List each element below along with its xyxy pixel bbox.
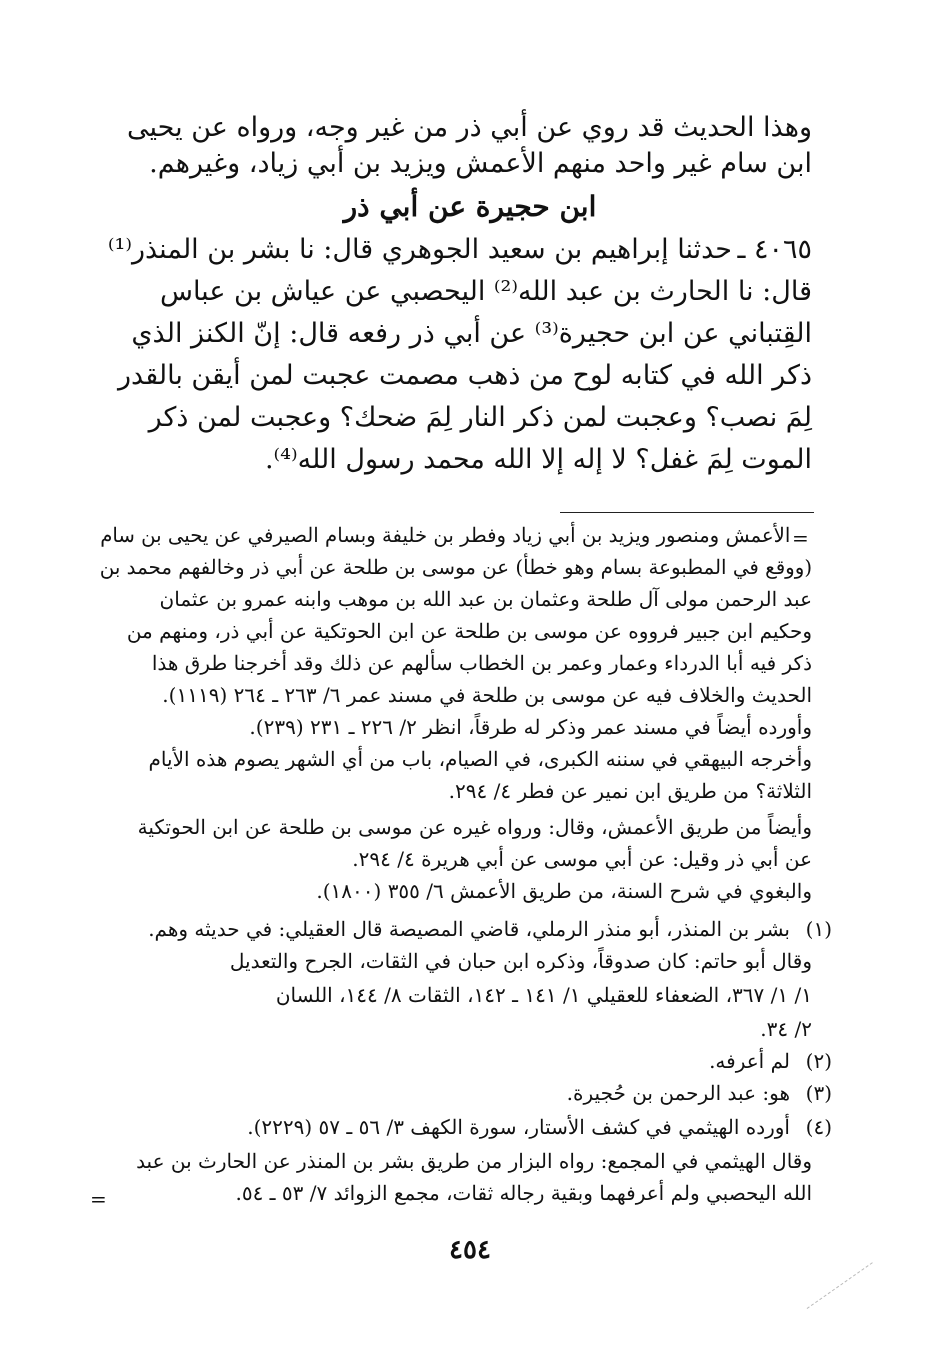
- hadith-line-3: القِتباني عن ابن حجيرة⁽³⁾ عن أبي ذر رفعه قال: إنّ الكنز الذي: [131, 318, 812, 349]
- continuation-mark: =: [792, 526, 809, 550]
- footnote-number-1: (١): [805, 917, 832, 941]
- hadith-line-2: قال: نا الحارث بن عبد الله⁽²⁾ اليحصبي عن عياش بن عباس: [160, 276, 812, 307]
- footnote-separator: [560, 512, 814, 513]
- footnote-continuation-line-2: (ووقع في المطبوعة بسام وهو خطأ) عن موسى بن طلحة عن أبي ذر وخالفهم محمد بن: [99, 555, 812, 579]
- main-text-line-2: ابن سام غير واحد منهم الأعمش ويزيد بن أبي زياد، وغيرهم.: [149, 148, 812, 179]
- footnote-continuation-line-1: الأعمش ومنصور ويزيد بن أبي زياد وفطر بن خليفة وبسام الصيرفي عن يحيى بن سام: [99, 523, 790, 547]
- footnote-1-line-4: ٢/ ٣٤.: [760, 1017, 812, 1041]
- footnote-continuation-line-9: الثلاثة؟ من طريق ابن نمير عن فطر ٤/ ٢٩٤.: [448, 779, 812, 803]
- footnote-1-line-1: بشر بن المنذر، أبو منذر الرملي، قاضي المصيصة قال العقيلي: في حديثه وهم.: [148, 917, 790, 941]
- footnote-continuation-line-12: والبغوي في شرح السنة، من طريق الأعمش ٦/ ٣٥٥ (١٨٠٠).: [316, 879, 812, 903]
- footnote-4-line-2: وقال الهيثمي في المجمع: رواه البزار من طريق بشر بن المنذر عن الحارث بن عبد: [136, 1149, 812, 1173]
- footnote-continuation-line-8: وأخرجه البيهقي في سننه الكبرى، في الصيام، باب من أي الشهر يصوم هذه الأيام: [148, 747, 812, 771]
- footnote-4-line-1: أورده الهيثمي في كشف الأستار، سورة الكهف ٣/ ٥٦ ـ ٥٧ (٢٢٢٩).: [247, 1115, 790, 1139]
- footnote-continuation-line-11: عن أبي ذر وقيل: عن أبي موسى عن أبي هريرة ٤/ ٢٩٤.: [352, 847, 812, 871]
- hadith-line-4: ذكر الله في كتابه لوح من ذهب مصمت عجبت لمن أيقن بالقدر: [118, 360, 812, 391]
- footnote-continuation-line-7: وأورده أيضاً في مسند عمر وذكر له طرقاً، انظر ٢/ ٢٢٦ ـ ٢٣١ (٢٣٩).: [249, 715, 812, 739]
- footnote-2-line-1: لم أعرفه.: [709, 1049, 790, 1073]
- page-number: ٤٥٤: [449, 1235, 491, 1265]
- footnote-continuation-line-10: وأيضاً من طريق الأعمش، وقال: ورواه غيره عن موسى بن طلحة عن ابن الحوتكية: [137, 815, 812, 839]
- main-text-line-1: وهذا الحديث قد روي عن أبي ذر من غير وجه، ورواه عن يحيى: [127, 112, 812, 143]
- hadith-line-1: حدثنا إبراهيم بن سعيد الجوهري قال: نا بشر بن المنذر⁽¹⁾: [107, 234, 732, 265]
- hadith-number: ٤٠٦٥ ـ: [737, 234, 812, 265]
- footnote-number-3: (٣): [805, 1081, 832, 1105]
- footnote-continuation-line-6: الحديث والخلاف فيه عن موسى بن طلحة في مسند عمر ٦/ ٢٦٣ ـ ٢٦٤ (١١١٩).: [162, 683, 812, 707]
- footnote-1-line-3: ١/ ١/ ٣٦٧، الضعفاء للعقيلي ١/ ١٤١ ـ ١٤٢، الثقات ٨/ ١٤٤، اللسان: [275, 983, 812, 1007]
- hadith-line-6: الموت لِمَ غفل؟ لا إله إلا الله محمد رسول الله⁽⁴⁾.: [264, 444, 812, 475]
- footnote-4-line-3: الله اليحصبي ولم أعرفهما وبقية رجاله ثقات، مجمع الزوائد ٧/ ٥٣ ـ ٥٤.: [235, 1181, 812, 1205]
- continuation-end-mark: =: [90, 1187, 107, 1211]
- footnote-number-2: (٢): [805, 1049, 832, 1073]
- footnote-continuation-line-4: وحكيم ابن جبير فرووه عن موسى بن طلحة عن ابن الحوتكية عن أبي ذر، ومنهم من: [126, 619, 812, 643]
- footnote-continuation-line-3: عبد الرحمن مولى آل طلحة وعثمان بن عبد الله بن موهب وابنه عمرو بن عثمان: [159, 587, 812, 611]
- page-scratch-mark: [807, 1262, 874, 1310]
- footnote-number-4: (٤): [805, 1115, 832, 1139]
- footnote-continuation-line-5: ذكر فيه أبا الدرداء وعمار وعمر بن الخطاب سألهم عن ذلك وقد أخرجنا طرق هذا: [151, 651, 812, 675]
- footnote-1-line-2: وقال أبو حاتم: كان صدوقاً، وذكره ابن حبان في الثقات، الجرح والتعديل: [229, 949, 812, 973]
- hadith-line-5: لِمَ نصب؟ وعجبت لمن ذكر النار لِمَ ضحك؟ وعجبت لمن ذكر: [148, 402, 812, 433]
- footnote-3-line-1: هو: عبد الرحمن بن حُجيرة.: [566, 1081, 790, 1105]
- section-heading: ابن حجيرة عن أبي ذر: [343, 190, 597, 223]
